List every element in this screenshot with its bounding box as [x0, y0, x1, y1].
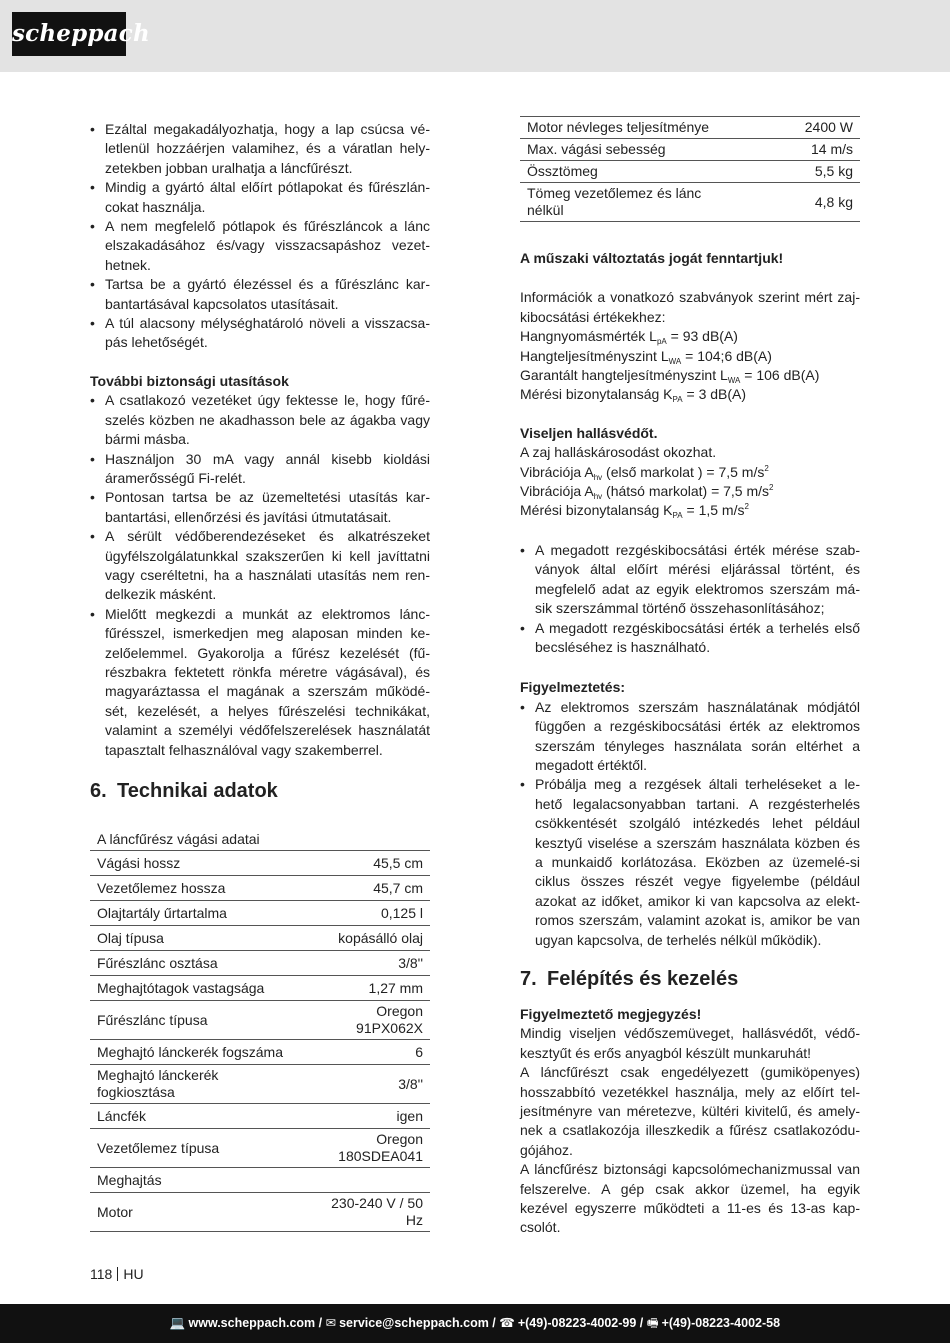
section-6-heading [90, 778, 430, 804]
row-label: Vezetőlemez típusa [90, 1129, 312, 1168]
scheppach-logo: scheppach [12, 12, 126, 56]
bullet-item: • Mindig a gyártó által előírt pótlapokat és fűrészlán-cokat használja. [90, 178, 430, 217]
row-label: Össztömeg [520, 161, 778, 183]
row-value: 3/8'' [312, 951, 430, 976]
bullet-list-further-safety [90, 391, 430, 760]
row-value: igen [312, 1104, 430, 1129]
row-value: 14 m/s [778, 139, 860, 161]
table-row [90, 851, 430, 876]
row-label: Motor névleges teljesítménye [520, 117, 778, 139]
phone-number: +(49)-08223-4002-99 [517, 1316, 637, 1330]
row-value: kopásálló olaj [312, 926, 430, 951]
table-row [90, 1104, 430, 1129]
bullet-item: • A sérült védőberendezéseket és alkatrészeket ügyfélszolgálatunkkal szakszerűen ki kell javíttatni vagy cseréltetni, ha a használati utasítás nem ren-delkezik másként. [90, 527, 430, 605]
row-label: Meghajtó lánckerék fogkiosztása [90, 1065, 312, 1104]
row-value: Oregon 180SDEA041 [312, 1129, 430, 1168]
phone-icon: ☎ [499, 1316, 515, 1330]
table-row [90, 1129, 430, 1168]
reserve-note: A műszaki változtatás jogát fenntartjuk! [520, 250, 784, 266]
tech-data-table [90, 851, 430, 1232]
row-value: 45,7 cm [312, 876, 430, 901]
bullet-item: • A túl alacsony mélységhatároló növeli a visszacsa-pás lehetőségét. [90, 314, 430, 353]
bullet-item: • A megadott rezgéskibocsátási érték mérése szab-ványok által előírt mérési eljárással történt, és megfelelő adat az egyik elektromos szerszám má-sik szerszámmal történő összehasonlításához; [520, 541, 860, 619]
bullet-item: • A megadott rezgéskibocsátási érték a terhelés első becsléséhez is használható. [520, 619, 860, 658]
table-row [90, 876, 430, 901]
bullet-item: • Próbálja meg a rezgések általi terheléseket a le-hető legalacsonyabban tartani. A rezgésterhelés csökkentését szolgáló intézkedés lehet például kesztyű viselése a szerszám használata közben és a munkaidő korlátozása. Eközben az üzemelé-si ciklus összes részét vegye figyelembe (például azokat az időket, amikor ki van kapcsolva az elekt-romos szerszám, valamint azokat is, amikor be van ugyan kapcsolva, de terhelés nélkül működik). [520, 775, 860, 950]
section-number: 6. [90, 780, 107, 802]
row-label: Fűrészlánc típusa [90, 1001, 312, 1040]
hearing-text: A zaj halláskárosodást okozhat. [520, 444, 717, 461]
table-row [520, 139, 860, 161]
noise-line: Garantált hangteljesítményszint $L_{WA} = 106$ dB(A) [520, 367, 820, 386]
operation-paragraphs [520, 1024, 860, 1237]
section-7-heading [520, 966, 860, 992]
bullet-item: • Használjon 30 mA vagy annál kisebb kioldási áramerősségű Fi-relét. [90, 450, 430, 489]
row-label: Vezetőlemez hossza [90, 876, 312, 901]
section-number: 7. [520, 968, 537, 990]
row-value: 1,27 mm [312, 976, 430, 1001]
table-row [90, 1040, 430, 1065]
row-value: 2400 W [778, 117, 860, 139]
row-label: Meghajtótagok vastagsága [90, 976, 312, 1001]
row-value: 45,5 cm [312, 851, 430, 876]
bullet-item: • Ezáltal megakadályozhatja, hogy a lap csúcsa vé-letlenül hozzáérjen valamihez, és a váratlan hely-zetekben jobban uralhatja a láncfűrészt. [90, 120, 430, 178]
right-column [520, 116, 860, 1238]
table-row [90, 926, 430, 951]
vibration-line: Vibrációja $A_{hv}$ (első markolat ) = 7,5 $m/s^2$ [520, 463, 769, 482]
bullet-item: • Az elektromos szerszám használatának módjától függően a rezgéskibocsátási érték az elektromos szerszám tényleges használata során eltérhet a megadott értéktől. [520, 698, 860, 776]
bullet-list-chain-safety [90, 120, 430, 353]
fax-number: +(49)-08223-4002-58 [661, 1316, 781, 1330]
bullet-item: • Mielőtt megkezdi a munkát az elektromos lánc-fűrésszel, ismerkedjen meg alaposan minden ke-zelőelemmel. Gyakorolja a fűrész kezelését (fű-részbakra fektetett rönkfa méretre vágásával), és magyaráztassa el magának a szerszám működé-sét, kezelését, a helyes fűrészelési technikákat, valamint a személyi védőfelszerelések használatát tapasztalt felhasználóval vagy szakemberrel. [90, 605, 430, 760]
table-row [520, 117, 860, 139]
page-number: 118 HU [90, 1266, 144, 1282]
warning-title: Figyelmeztetés: [520, 679, 626, 696]
table-row [90, 1168, 430, 1193]
vibration-values [520, 463, 860, 521]
row-label: Fűrészlánc osztása [90, 951, 312, 976]
caution-title: Figyelmeztető megjegyzés! [520, 1006, 702, 1022]
row-value: 230-240 V / 50 Hz [312, 1193, 430, 1232]
noise-values [520, 327, 860, 405]
hearing-title: Viseljen hallásvédőt. [520, 424, 658, 441]
vibration-line: Vibrációja $A_{hv}$ (hátsó markolat) = 7,5 $m/s^2$ [520, 483, 774, 502]
row-label: Meghajtás [90, 1168, 312, 1193]
paragraph: Mindig viseljen védőszemüveget, hallásvédőt, védő-kesztyűt és erős anyagból készült munkaruhát! [520, 1025, 860, 1061]
row-label: Motor [90, 1193, 312, 1232]
email-link[interactable]: service@scheppach.com [339, 1316, 489, 1330]
noise-intro: Információk a vonatkozó szabványok szerint mért zaj-kibocsátási értékekhez: [520, 289, 860, 325]
left-column [90, 120, 430, 1232]
motor-spec-table [520, 116, 860, 222]
bullet-list-vibration [520, 541, 860, 657]
row-value: 3/8'' [312, 1065, 430, 1104]
bullet-item: • A csatlakozó vezetéket úgy fektesse le, hogy fűré-szelés közben ne akadhasson bele az ágakba vagy bármi másba. [90, 391, 430, 449]
row-label: Tömeg vezetőlemez és lánc nélkül [520, 183, 778, 222]
fax-icon: 🖷 [646, 1316, 659, 1330]
row-value: 0,125 l [312, 901, 430, 926]
row-label: Max. vágási sebesség [520, 139, 778, 161]
computer-icon: 💻 [169, 1316, 186, 1330]
table-row [520, 183, 860, 222]
further-safety-heading: További biztonsági utasítások [90, 372, 289, 389]
row-value: 5,5 kg [778, 161, 860, 183]
section-title: Technikai adatok [117, 780, 278, 802]
row-value: 6 [312, 1040, 430, 1065]
row-label: Láncfék [90, 1104, 312, 1129]
row-label: Olaj típusa [90, 926, 312, 951]
row-value [312, 1168, 430, 1193]
bullet-item: • A nem megfelelő pótlapok és fűrészláncok a lánc elszakadásához és/vagy visszacsapáshoz vezet-hetnek. [90, 217, 430, 275]
paragraph: A láncfűrészt csak engedélyezett (gumiköpenyes) hosszabbító vezetékkel használja, mely az előírt tel-jesítményre van méretezve, kültéri kivitelű, és amely-nek a csatlakozója illeszkedik a fűrész csatlakozódu-gójához. [520, 1064, 860, 1158]
noise-line: Hangnyomásmérték $L_{pA} = 93$ dB(A) [520, 328, 738, 347]
bullet-list-warning [520, 698, 860, 950]
section-title: Felépítés és kezelés [547, 968, 739, 990]
row-label: Meghajtó lánckerék fogszáma [90, 1040, 312, 1065]
noise-line: Mérési bizonytalanság $K_{PA} = 3$ dB(A) [520, 386, 747, 405]
noise-line: Hangteljesítményszint $L_{WA}$ = 104;6 dB(A) [520, 347, 772, 366]
table-row [90, 1065, 430, 1104]
paragraph: A láncfűrész biztonsági kapcsolómechanizmussal van felszerelve. A gép csak akkor üzemel, ha egyik kezével egyszerre működteti a 11-es és 13-as kap-csolót. [520, 1161, 860, 1236]
table-row [90, 901, 430, 926]
table-row [90, 976, 430, 1001]
row-label: Vágási hossz [90, 851, 312, 876]
row-label: Olajtartály űrtartalma [90, 901, 312, 926]
mail-icon: ✉ [325, 1316, 337, 1330]
row-value: Oregon 91PX062X [312, 1001, 430, 1040]
table-row [90, 1001, 430, 1040]
tech-table-caption: A láncfűrész vágási adatai [90, 829, 430, 851]
vibration-line: Mérési bizonytalanság $K_{PA} = 1,5$ $m/s^2$ [520, 502, 749, 521]
bullet-item: • Pontosan tartsa be az üzemeltetési utasítás kar-bantartási, ellenőrzési és javítási útmutatásait. [90, 488, 430, 527]
website-link[interactable]: www.scheppach.com [188, 1316, 316, 1330]
table-row [90, 1193, 430, 1232]
header-band [0, 0, 950, 72]
table-row [520, 161, 860, 183]
footer-bar: 💻 www.scheppach.com / ✉ service@scheppach.com / ☎ +(49)-08223-4002-99 / 🖷 +(49)-08223-4002-58 [0, 1304, 950, 1343]
table-row [90, 951, 430, 976]
bullet-item: • Tartsa be a gyártó élezéssel és a fűrészlánc kar-bantartásával kapcsolatos utasításait. [90, 275, 430, 314]
row-value: 4,8 kg [778, 183, 860, 222]
